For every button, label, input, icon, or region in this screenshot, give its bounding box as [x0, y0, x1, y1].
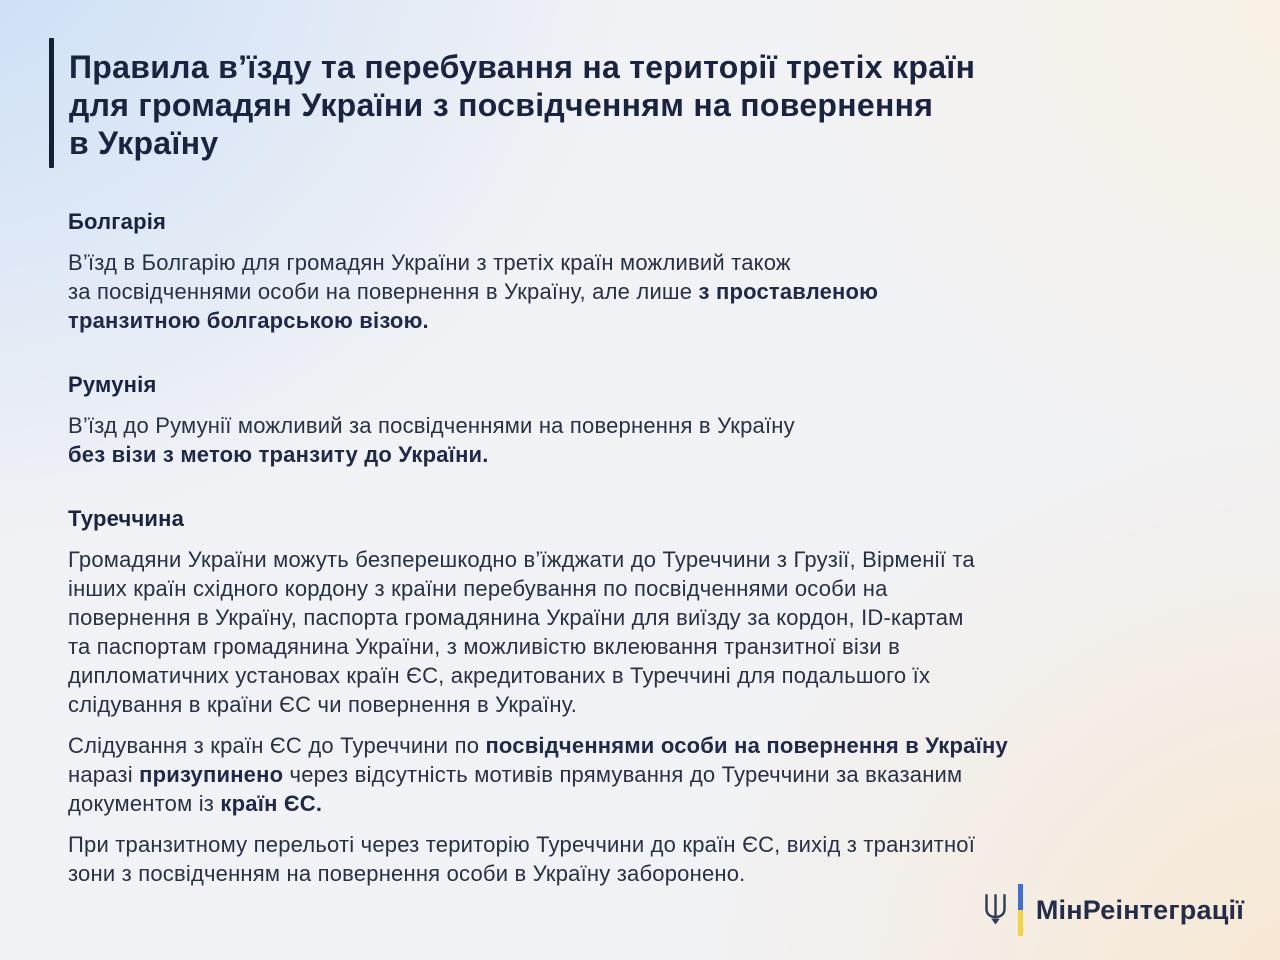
ministry-logo: [982, 884, 1244, 936]
section-paragraph: [68, 731, 1232, 818]
text-segment: При транзитному перельоті через територію Туреччини до країн ЄС, вихід з транзитної: [68, 832, 976, 857]
section-paragraph: [68, 411, 1232, 469]
text-segment: слідування в країни ЄС чи повернення в Україну.: [68, 692, 578, 717]
text-segment: повернення в Україну, паспорта громадянина України для виїзду за кордон, ID-картам: [68, 605, 964, 630]
page-title-line: для громадян України з посвідченням на повернення: [69, 87, 934, 123]
text-segment: В’їзд до Румунії можливий за посвідченнями на повернення в Україну: [68, 413, 795, 438]
trident-icon: [982, 894, 1009, 926]
section-paragraph: [68, 830, 1232, 888]
text-segment-bold: країн ЄС.: [220, 791, 323, 816]
section-paragraph: [68, 248, 1232, 335]
section-heading: Румунія: [68, 372, 157, 397]
text-segment: та паспортам громадянина України, з можливістю вклеювання транзитної візи в: [68, 634, 900, 659]
page-header: [49, 38, 1232, 168]
ukraine-flag-bar: [1018, 884, 1023, 936]
text-segment: через відсутність мотивів прямування до Туреччини за вказаним: [283, 762, 963, 787]
text-segment-bold: призупинено: [139, 762, 284, 787]
text-segment-bold: з проставленою: [698, 279, 879, 304]
sections-container: [68, 208, 1232, 888]
text-segment: дипломатичних установах країн ЄС, акредитованих в Туреччині для подальшого їх: [68, 663, 931, 688]
title-accent-bar: [49, 38, 54, 168]
flag-blue-half: [1018, 884, 1023, 910]
section-paragraph: [68, 545, 1232, 719]
country-section: [68, 371, 1232, 469]
page-title-line: Правила в’їзду та перебування на території третіх країн: [69, 49, 976, 85]
text-segment: за посвідченнями особи на повернення в Україну, але лише: [68, 279, 699, 304]
text-segment-bold: транзитною болгарською візою.: [68, 308, 429, 333]
page-title-line: в Україну: [69, 125, 219, 161]
text-segment: інших країн східного кордону з країни перебування по посвідченнями особи на: [68, 576, 888, 601]
text-segment: наразі: [68, 762, 140, 787]
text-segment: В’їзд в Болгарію для громадян України з третіх країн можливий також: [68, 250, 791, 275]
flag-yellow-half: [1018, 910, 1023, 936]
text-segment: Громадяни України можуть безперешкодно в’їжджати до Туреччини з Грузії, Вірменії та: [68, 547, 975, 572]
country-section: [68, 505, 1232, 888]
text-segment-bold: без візи з метою транзиту до України.: [68, 442, 489, 467]
text-segment: зони з посвідченням на повернення особи в Україну заборонено.: [68, 861, 746, 886]
text-segment-bold: посвідченнями особи на повернення в Україну: [485, 733, 1008, 758]
page-title: [69, 38, 975, 168]
ministry-name: МінРеінтеграції: [1035, 894, 1244, 925]
section-heading: Туреччина: [68, 506, 185, 531]
country-section: [68, 208, 1232, 335]
text-segment: документом із: [68, 791, 221, 816]
section-heading: Болгарія: [68, 209, 167, 234]
text-segment: Слідування з країн ЄС до Туреччини по: [68, 733, 486, 758]
